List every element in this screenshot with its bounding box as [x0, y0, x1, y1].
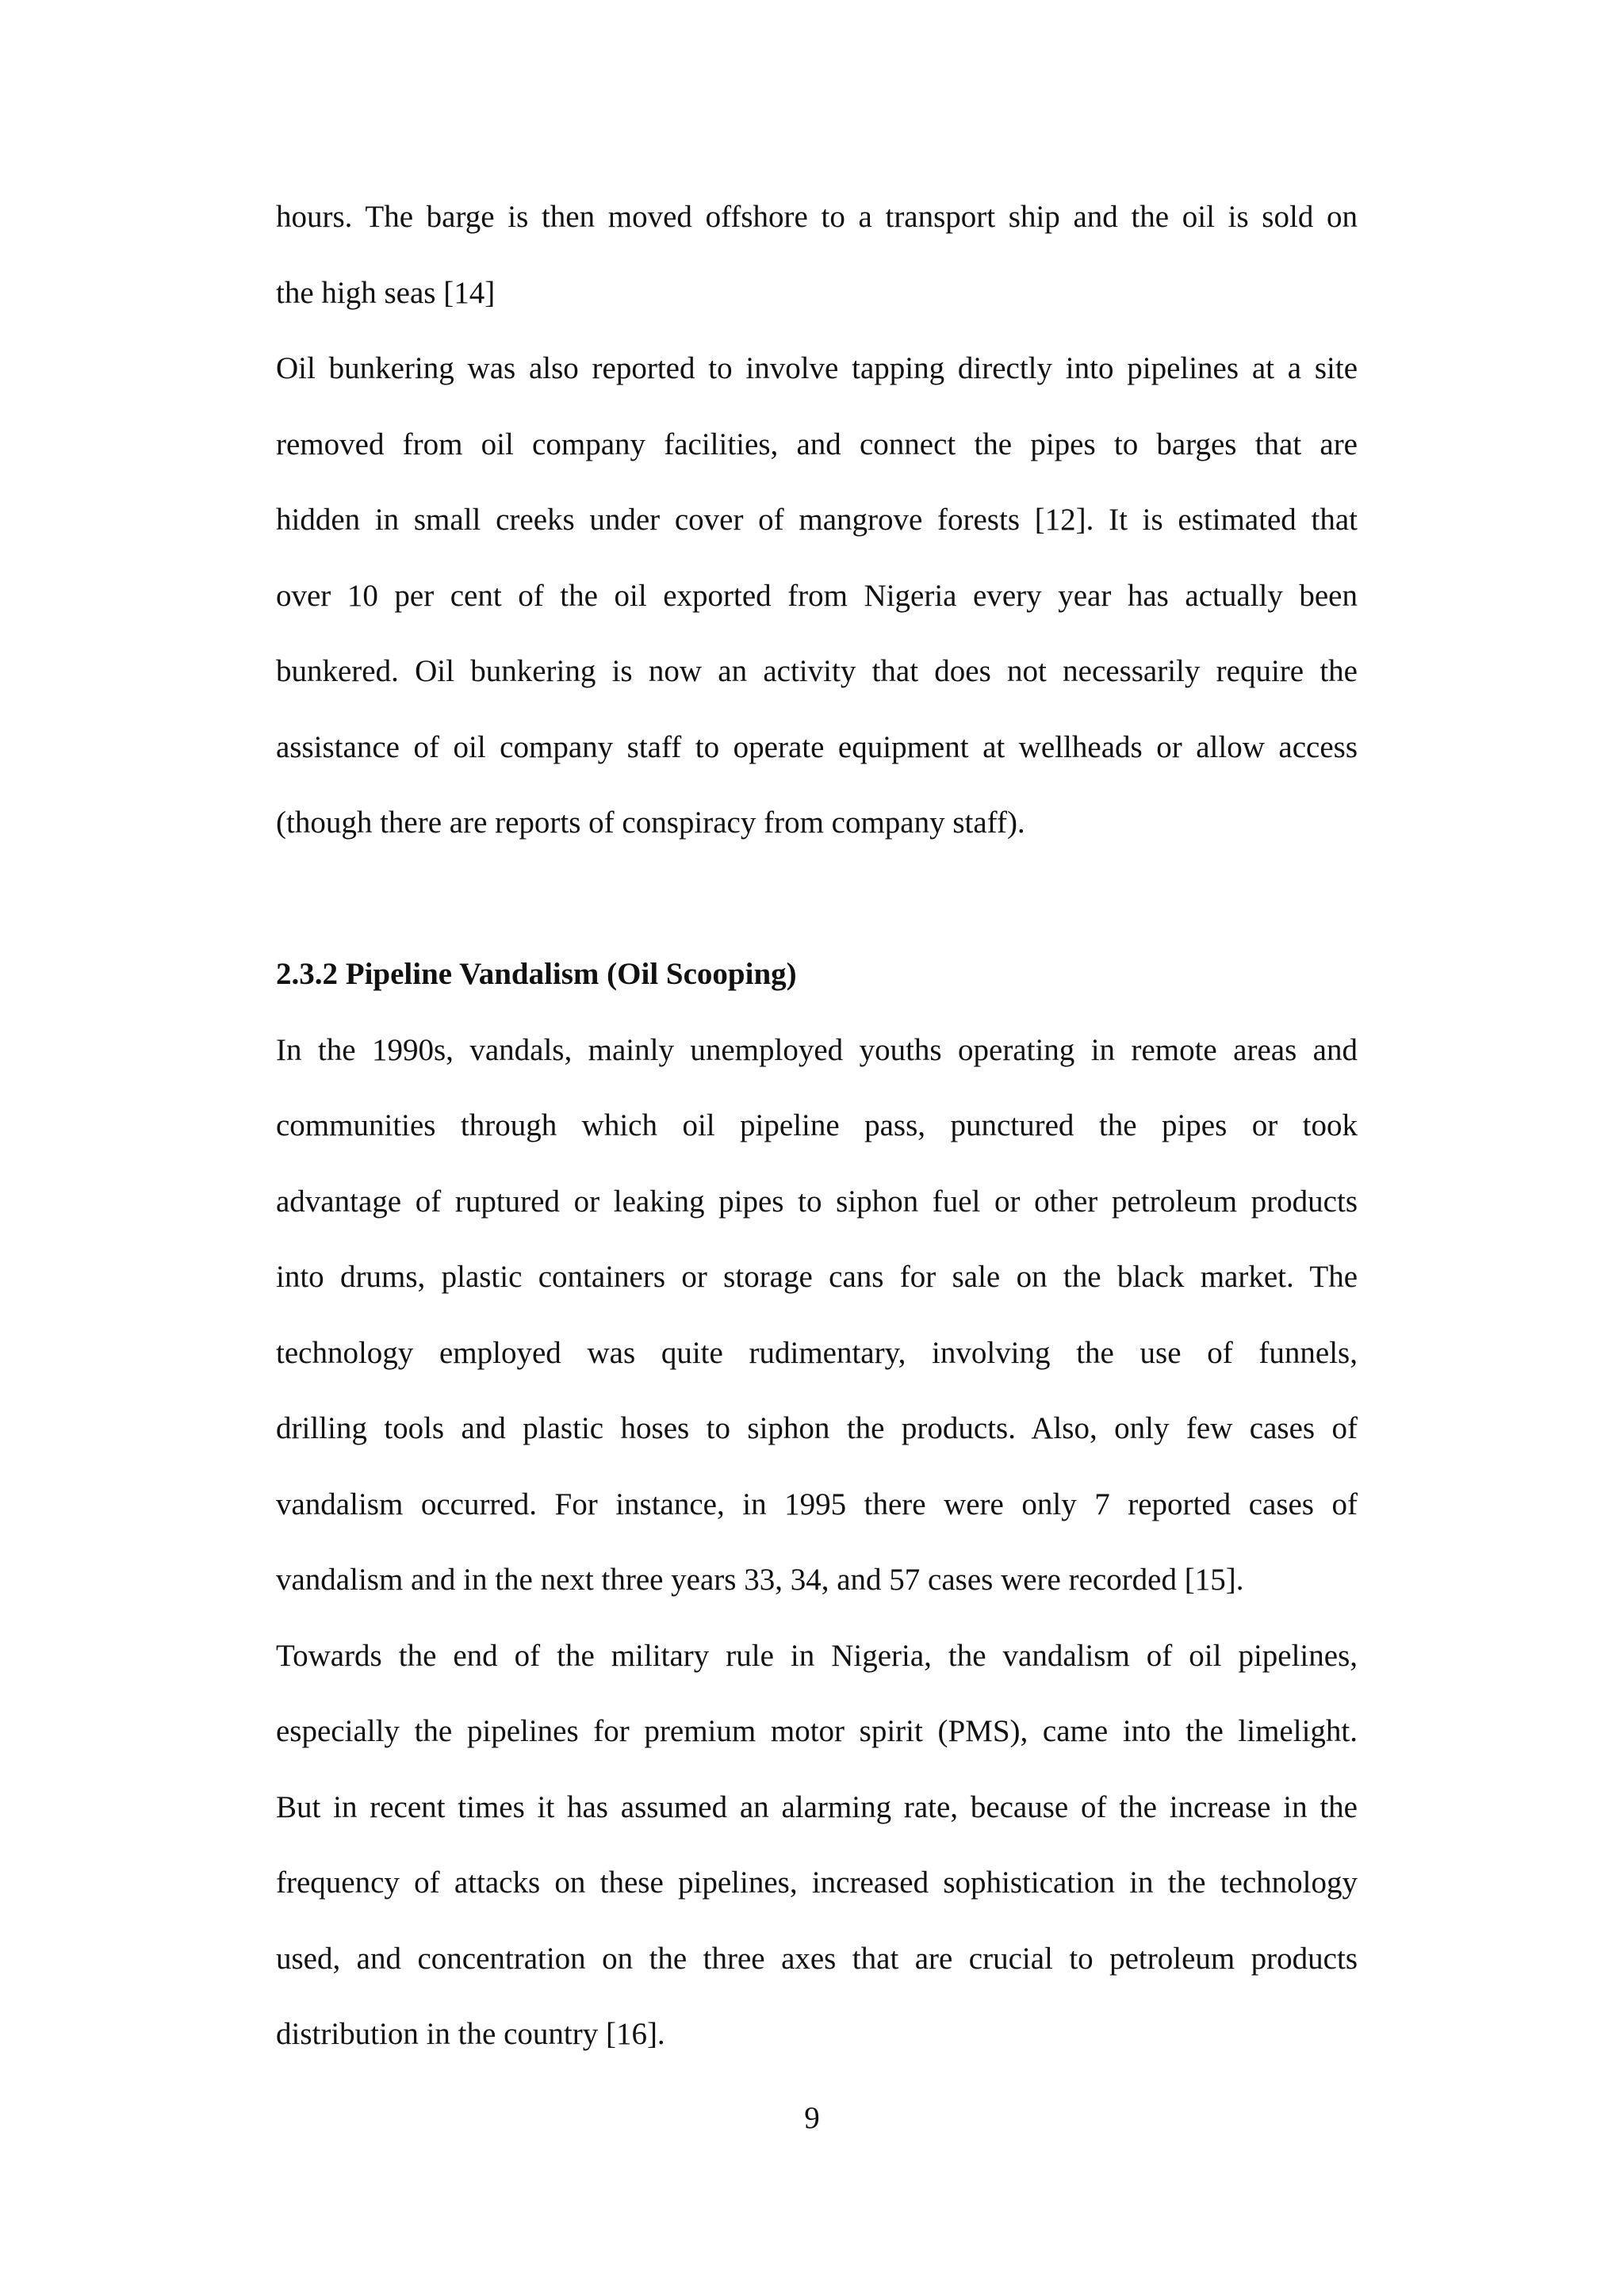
page-number: 9: [804, 2101, 820, 2135]
paragraph-3-line: vandalism and in the next three years 33, 34, and 57 cases were recorded [15].: [276, 1563, 1244, 1597]
paragraph-3-line: technology employed was quite rudimentary, involving the use of funnels,: [276, 1336, 1358, 1370]
paragraph-4-line: Towards the end of the military rule in Nigeria, the vandalism of oil pipelines,: [276, 1639, 1358, 1673]
section-heading: 2.3.2 Pipeline Vandalism (Oil Scooping): [276, 957, 797, 991]
paragraph-4-line: especially the pipelines for premium motor spirit (PMS), came into the limelight.: [276, 1714, 1358, 1748]
paragraph-2-line: assistance of oil company staff to operate equipment at wellheads or allow access: [276, 730, 1358, 764]
paragraph-3-line: into drums, plastic containers or storage cans for sale on the black market. The: [276, 1260, 1358, 1294]
paragraph-2-line: hidden in small creeks under cover of mangrove forests [12]. It is estimated that: [276, 503, 1358, 537]
paragraph-4-line: distribution in the country [16].: [276, 2017, 665, 2051]
paragraph-4-line: used, and concentration on the three axes that are crucial to petroleum products: [276, 1942, 1358, 1976]
paragraph-2-line: removed from oil company facilities, and connect the pipes to barges that are: [276, 427, 1358, 461]
paragraph-1-line: the high seas [14]: [276, 276, 496, 310]
paragraph-3-line: advantage of ruptured or leaking pipes to siphon fuel or other petroleum products: [276, 1184, 1358, 1219]
paragraph-2-line: over 10 per cent of the oil exported from Nigeria every year has actually been: [276, 579, 1358, 613]
paragraph-4-line: But in recent times it has assumed an alarming rate, because of the increase in the: [276, 1790, 1358, 1824]
paragraph-2-line: (though there are reports of conspiracy from company staff).: [276, 806, 1025, 840]
paragraph-3-line: communities through which oil pipeline pass, punctured the pipes or took: [276, 1108, 1358, 1142]
paragraph-3-line: drilling tools and plastic hoses to siphon the products. Also, only few cases of: [276, 1411, 1358, 1445]
paragraph-2-line: Oil bunkering was also reported to involve tapping directly into pipelines at a site: [276, 351, 1358, 385]
paragraph-3-line: vandalism occurred. For instance, in 1995 there were only 7 reported cases of: [276, 1487, 1358, 1521]
paragraph-3-line: In the 1990s, vandals, mainly unemployed youths operating in remote areas and: [276, 1033, 1358, 1067]
paragraph-1-line: hours. The barge is then moved offshore to a transport ship and the oil is sold on: [276, 200, 1358, 234]
paragraph-4-line: frequency of attacks on these pipelines, increased sophistication in the technology: [276, 1866, 1358, 1900]
paragraph-2-line: bunkered. Oil bunkering is now an activity that does not necessarily require the: [276, 654, 1358, 688]
